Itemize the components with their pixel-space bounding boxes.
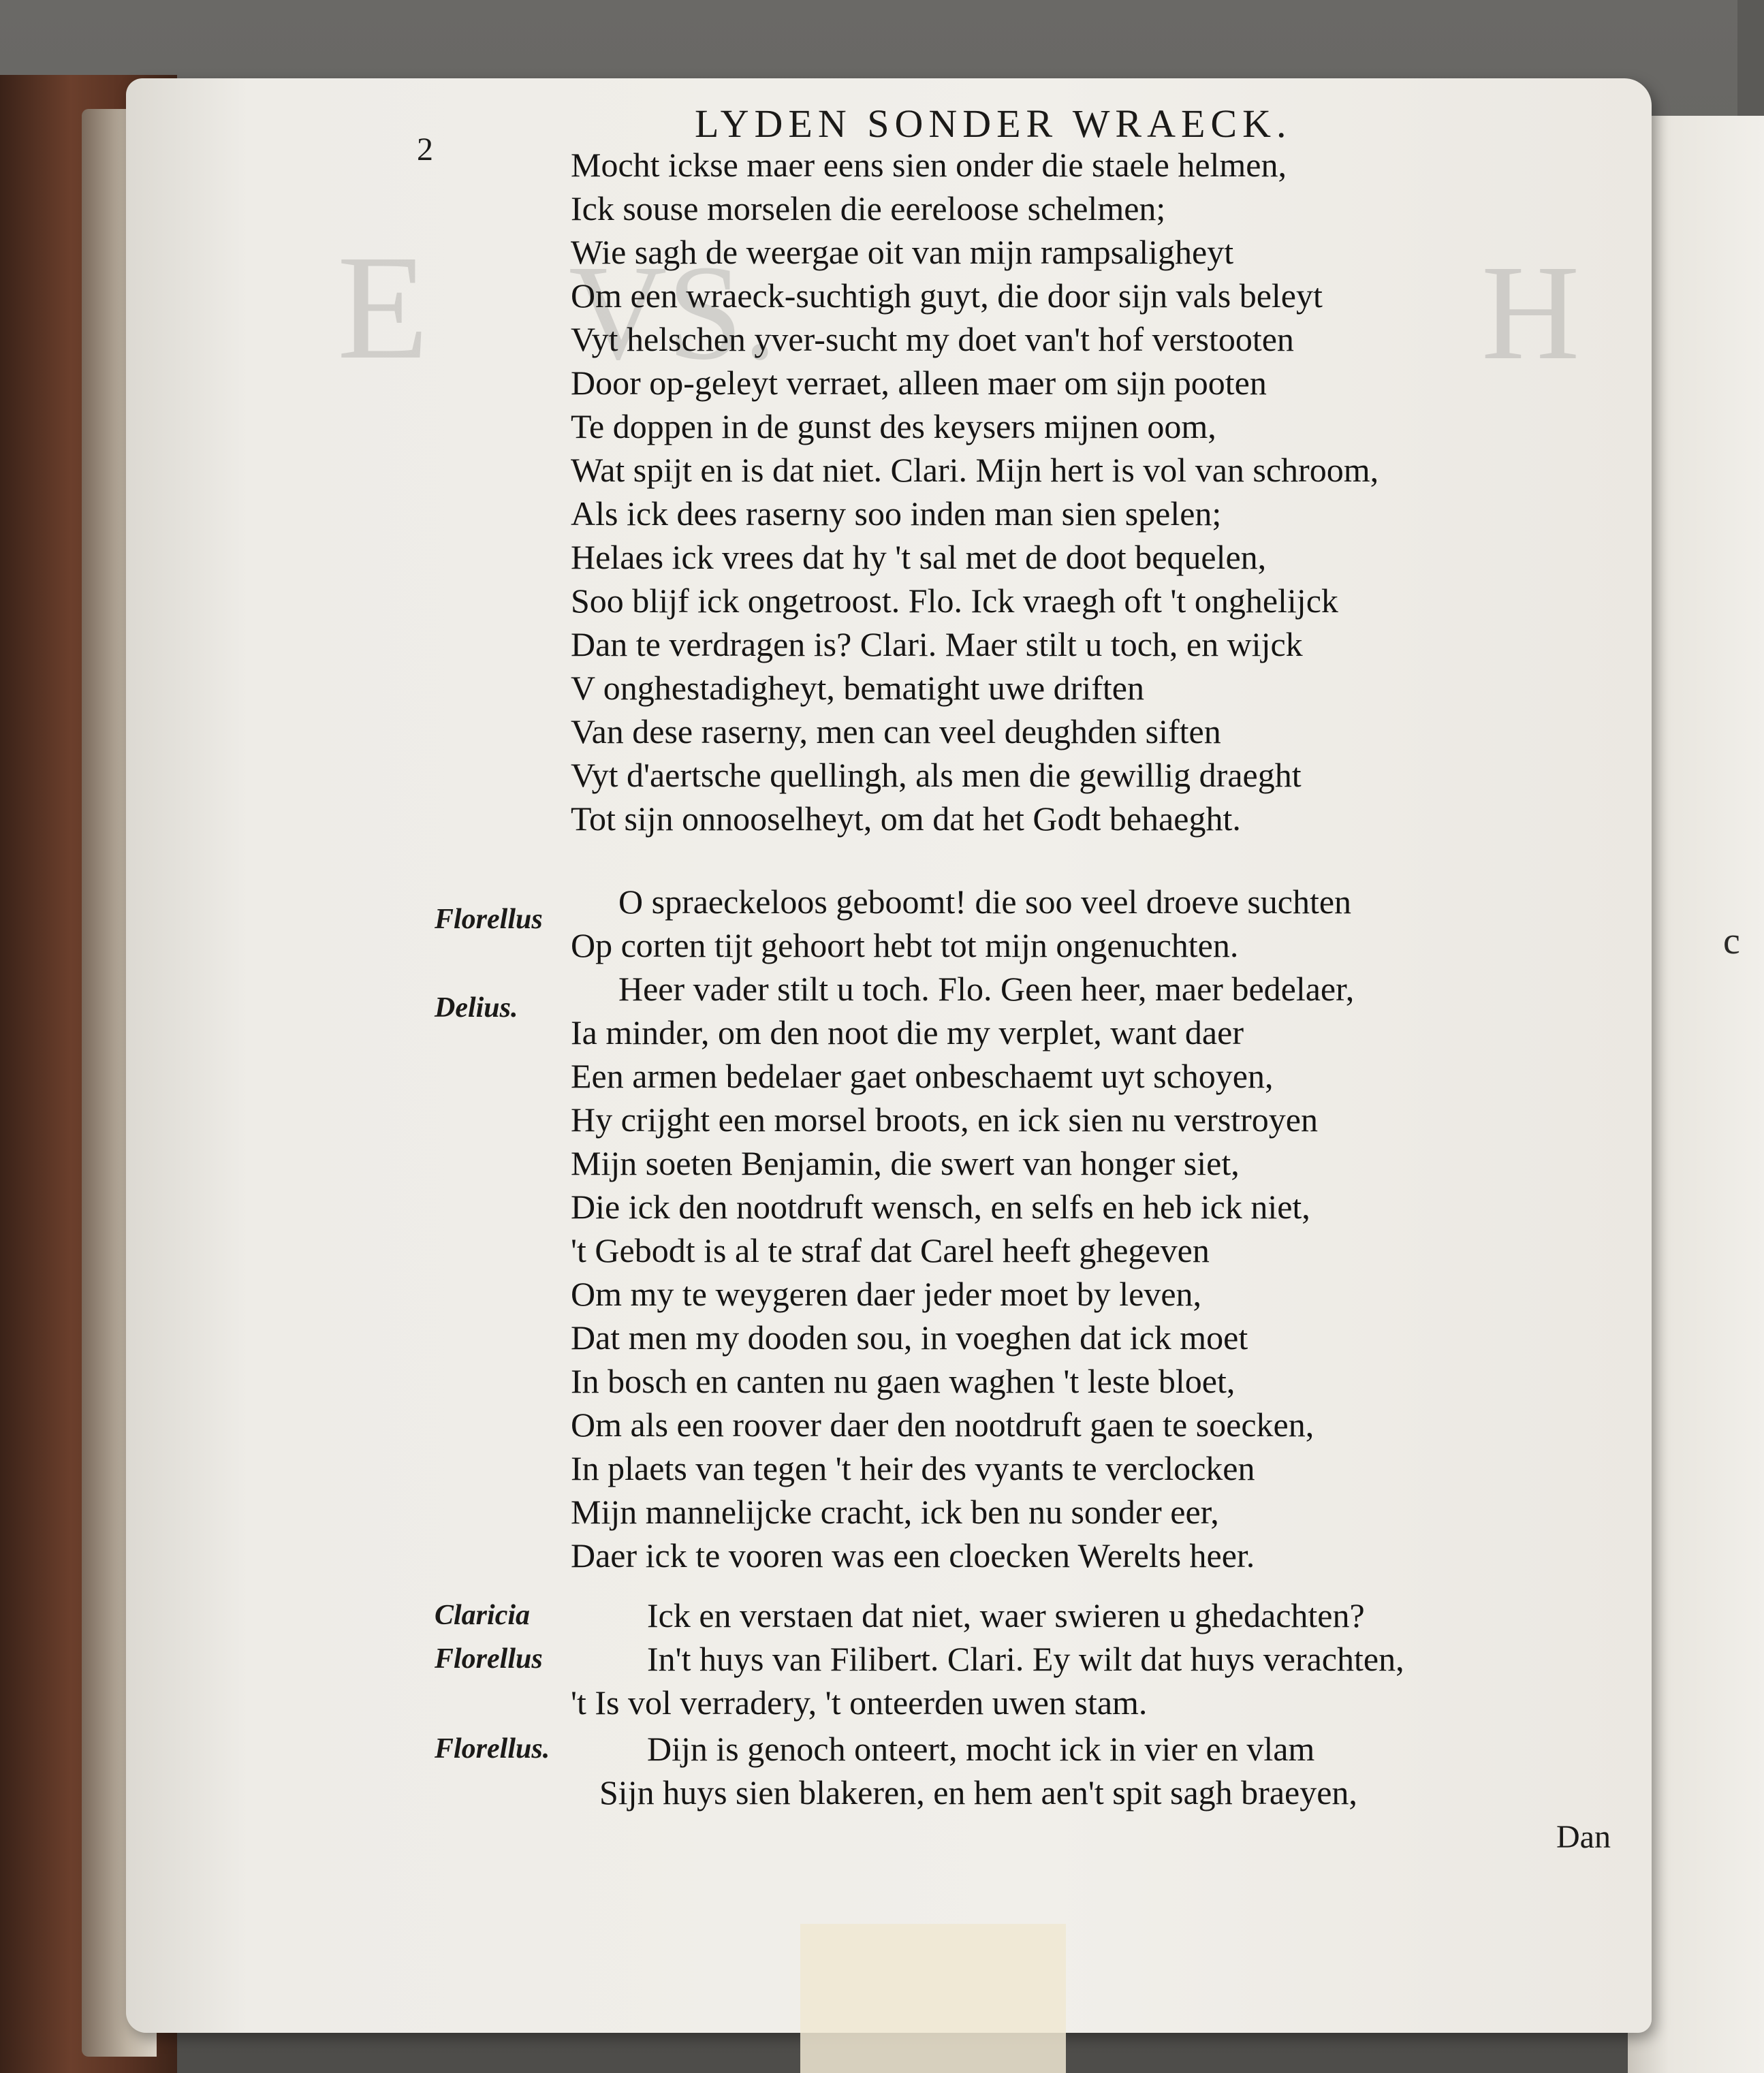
speaker-label: Florellus (435, 904, 543, 935)
verse-line: O spraeckeloos geboomt! die soo veel droeve suchten (618, 883, 1352, 921)
verse-line: Sijn huys sien blakeren, en hem aen't spit sagh braeyen, (599, 1773, 1357, 1811)
verse-line: Vyt d'aertsche quellingh, als men die gewillig draeght (571, 756, 1302, 794)
verse-line: Een armen bedelaer gaet onbeschaemt uyt schoyen, (571, 1057, 1274, 1095)
verse-line: Mijn mannelijcke cracht, ick ben nu sonder eer, (571, 1493, 1219, 1531)
verse-line: Dan te verdragen is? Clari. Maer stilt u toch, en wijck (571, 625, 1303, 663)
verse-line: Daer ick te vooren was een cloecken Werelts heer. (571, 1536, 1255, 1574)
catchword: Dan (1556, 1819, 1611, 1855)
verse-line: Helaes ick vrees dat hy 't sal met de doot bequelen, (571, 538, 1267, 576)
verse-line: Heer vader stilt u toch. Flo. Geen heer, maer bedelaer, (618, 970, 1355, 1008)
speaker-label: Florellus. (435, 1733, 550, 1765)
verse-line: Ick en verstaen dat niet, waer swieren u ghedachten? (647, 1596, 1365, 1634)
speaker-label: Claricia (435, 1600, 531, 1631)
show-through-text: VS. (569, 238, 777, 388)
verse-line: In't huys van Filibert. Clari. Ey wilt dat huys verachten, (647, 1640, 1404, 1678)
show-through-text: E (337, 224, 429, 390)
verse-line: Als ick dees raserny soo inden man sien spelen; (571, 494, 1222, 533)
verse-line: Vyt helschen yver-sucht my doet van't hof verstooten (571, 320, 1294, 358)
verse-line: Door op-geleyt verraet, alleen maer om sijn pooten (571, 364, 1267, 402)
verse-line: In bosch en canten nu gaen waghen 't leste bloet, (571, 1362, 1235, 1400)
verse-line: V onghestadigheyt, bematight uwe driften (571, 669, 1144, 707)
facing-page-fragment: c (1723, 920, 1740, 962)
verse-line: Dat men my dooden sou, in voeghen dat ick moet (571, 1318, 1248, 1357)
verse-line: Mijn soeten Benjamin, die swert van honger siet, (571, 1144, 1240, 1182)
signature-mark: 2 (417, 131, 433, 168)
verse-line: Van dese raserny, men can veel deughden siften (571, 712, 1221, 750)
verse-line: Om als een roover daer den nootdruft gaen te soecken, (571, 1406, 1314, 1444)
verse-line: Te doppen in de gunst des keysers mijnen oom, (571, 407, 1216, 445)
verse-line: Om my te weygeren daer jeder moet by leven, (571, 1275, 1202, 1313)
verse-line: Wat spijt en is dat niet. Clari. Mijn hert is vol van schroom, (571, 451, 1379, 489)
verse-line: Om een wraeck-suchtigh guyt, die door sijn vals beleyt (571, 276, 1323, 315)
verse-line: In plaets van tegen 't heir des vyants te verclocken (571, 1449, 1255, 1487)
verse-line: Op corten tijt gehoort hebt tot mijn ongenuchten. (571, 926, 1239, 964)
speaker-label: Florellus (435, 1643, 543, 1675)
verse-line: Die ick den nootdruft wensch, en selfs en heb ick niet, (571, 1188, 1310, 1226)
verse-line: Hy crijght een morsel broots, en ick sien nu verstroyen (571, 1101, 1318, 1139)
show-through-text: H (1481, 238, 1580, 388)
running-head: LYDEN SONDER WRAECK. (695, 101, 1292, 146)
verse-line: Tot sijn onnooselheyt, om dat het Godt behaeght. (571, 800, 1241, 838)
verse-line: Wie sagh de weergae oit van mijn rampsaligheyt (571, 233, 1234, 271)
verse-line: 't Is vol verradery, 't onteerden uwen stam. (571, 1683, 1148, 1722)
verse-line: Mocht ickse maer eens sien onder die staele helmen, (571, 146, 1287, 184)
verse-line: Soo blijf ick ongetroost. Flo. Ick vraegh oft 't onghelijck (571, 582, 1338, 620)
verse-line: Ia minder, om den noot die my verplet, want daer (571, 1013, 1244, 1051)
verse-line: 't Gebodt is al te straf dat Carel heeft ghegeven (571, 1231, 1210, 1269)
verse-line: Dijn is genoch onteert, mocht ick in vier en vlam (647, 1730, 1315, 1768)
verse-line: Ick souse morselen die eereloose schelmen; (571, 189, 1166, 227)
speaker-label: Delius. (435, 992, 518, 1024)
